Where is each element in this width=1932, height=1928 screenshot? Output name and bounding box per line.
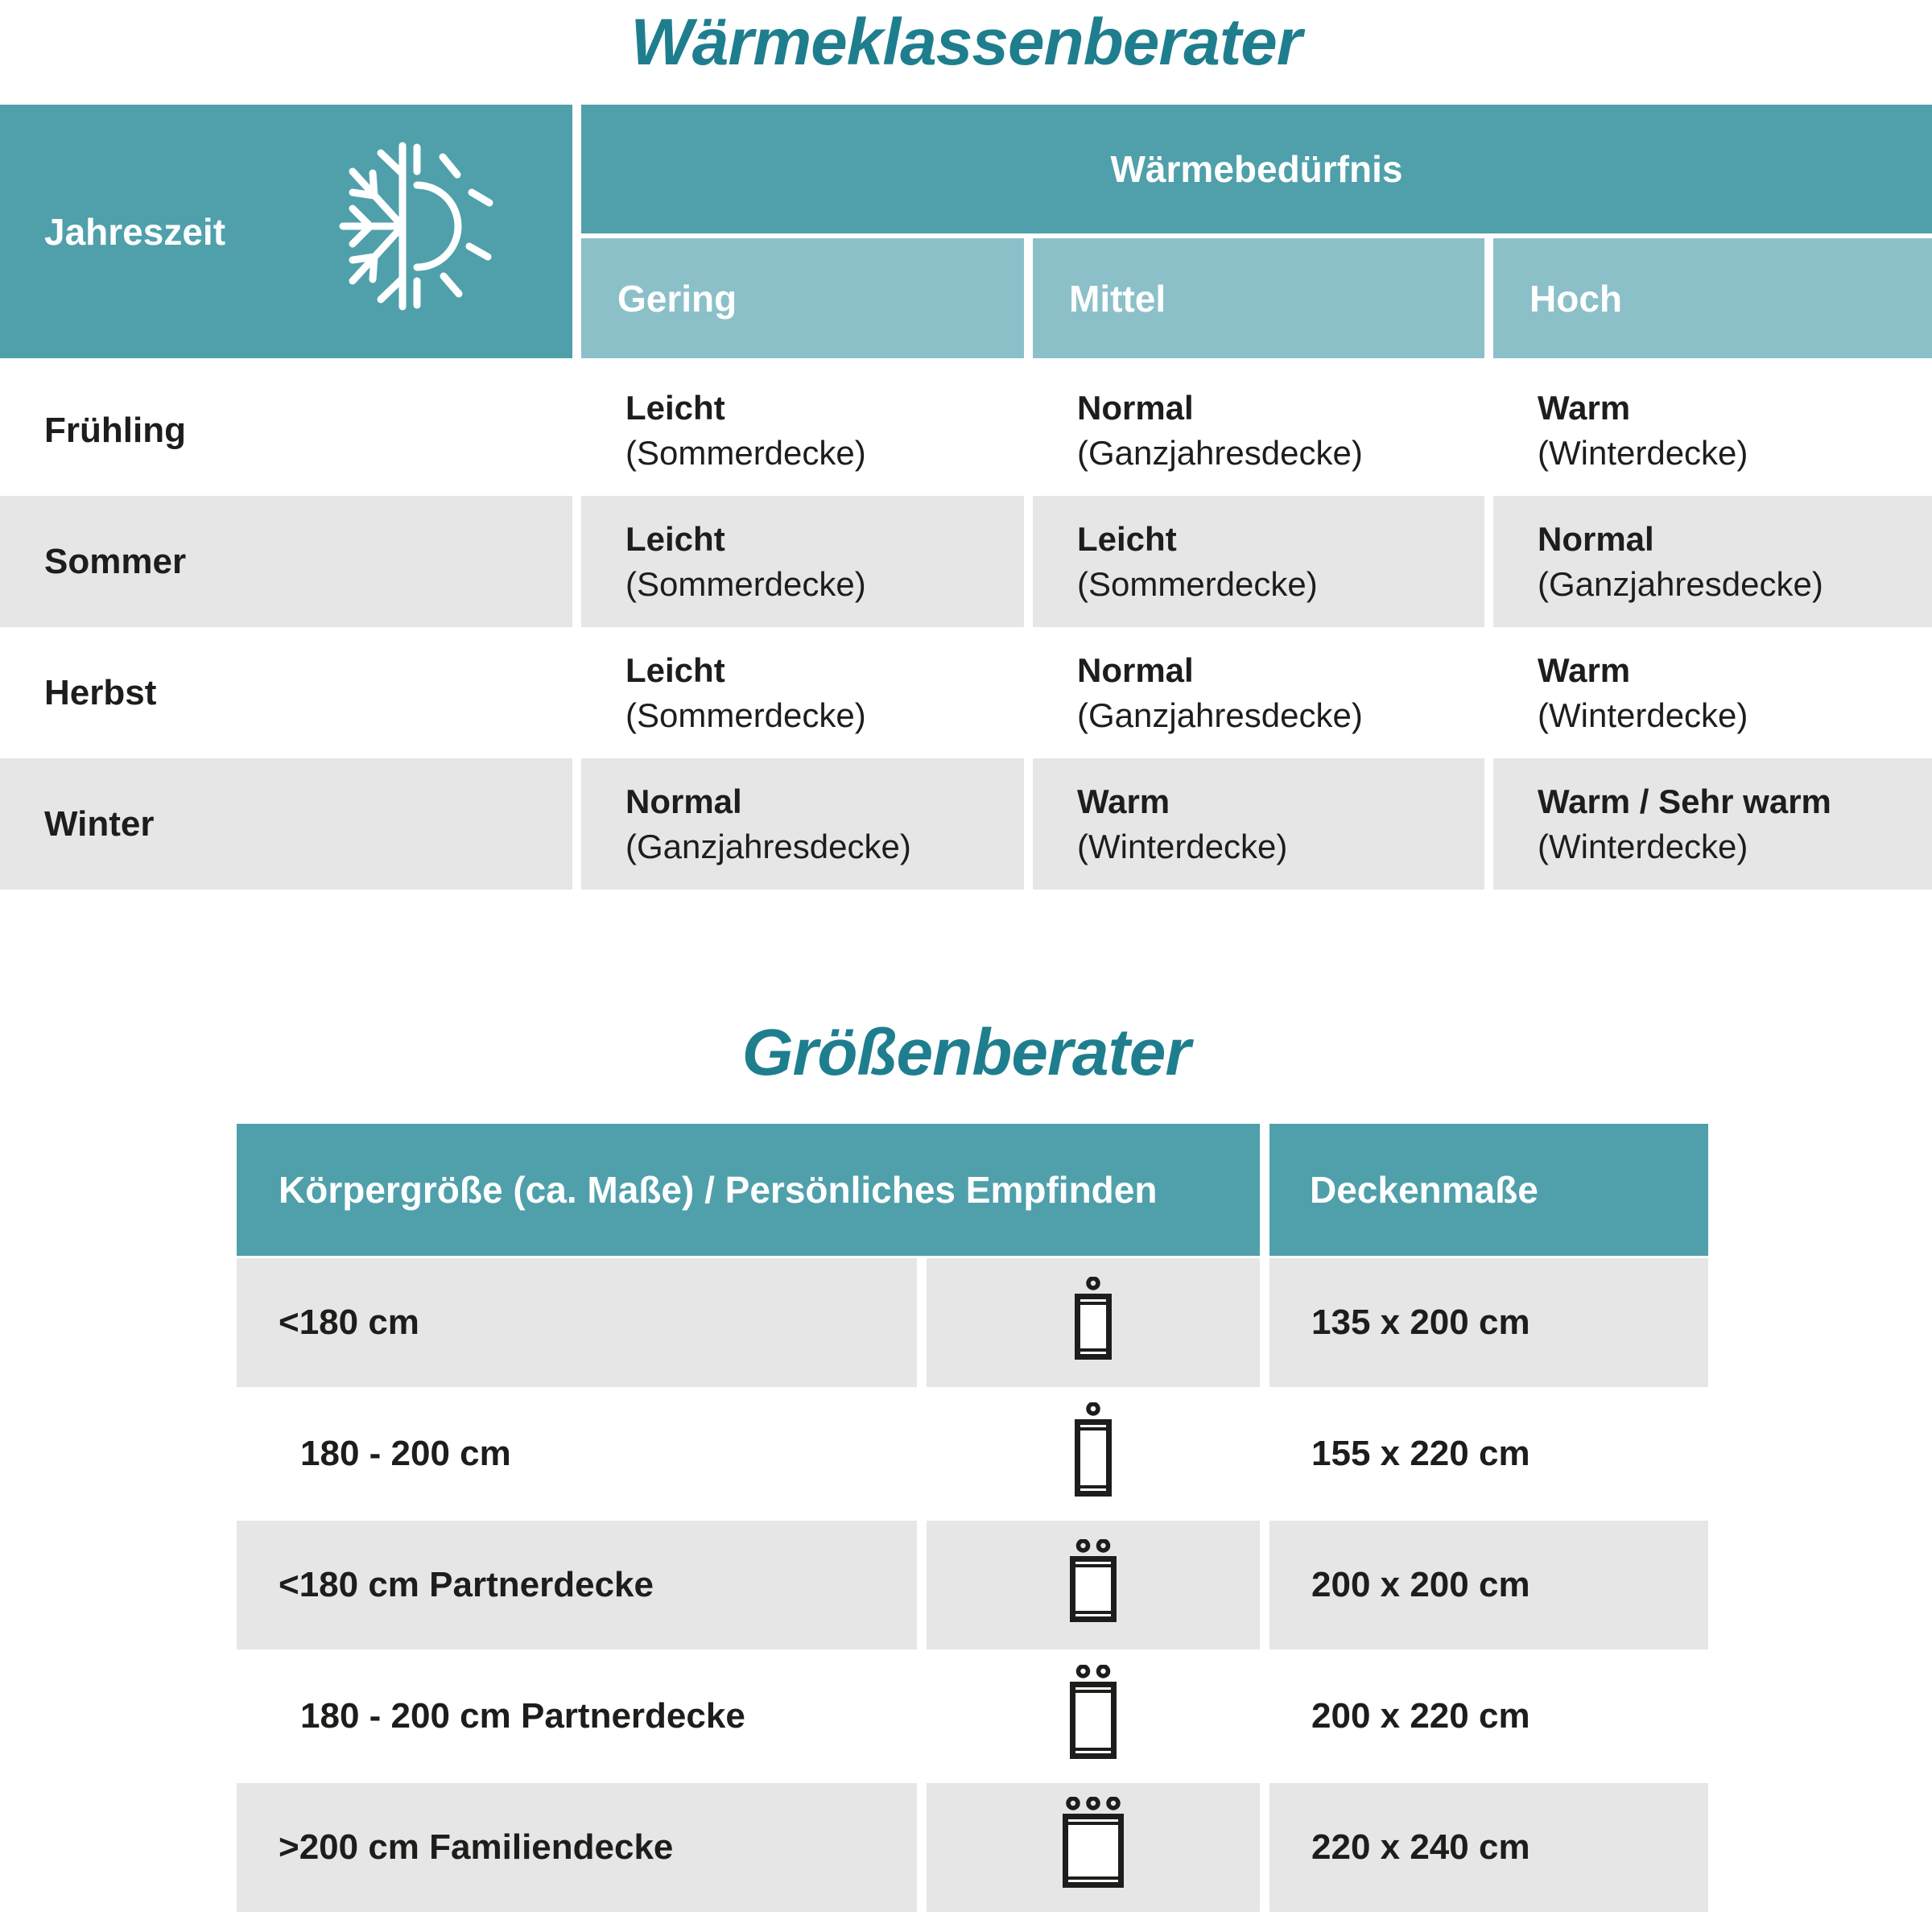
- size-table: [237, 1124, 1709, 1912]
- column-header-mittel: Mittel: [1033, 238, 1484, 358]
- warmth-cell: Warm (Winterdecke): [1493, 627, 1932, 758]
- size-row-label: <180 cm Partnerdecke: [237, 1521, 917, 1649]
- person-under-blanket-icon: [1064, 1665, 1122, 1768]
- blanket-size: 135 x 200 cm: [1269, 1258, 1708, 1387]
- size-row-label: 180 - 200 cm Partnerdecke: [237, 1652, 917, 1781]
- warmth-cell: Leicht (Sommerdecke): [1033, 496, 1484, 627]
- person-under-blanket-icon: [1057, 1797, 1129, 1898]
- size-header-right-cell: Deckenmaße: [1269, 1124, 1708, 1256]
- season-label: Winter: [0, 758, 572, 890]
- blanket-size: 200 x 200 cm: [1269, 1521, 1708, 1649]
- warmth-corner-header-cell: [0, 105, 572, 358]
- person-under-blanket-icon: [1064, 1539, 1122, 1631]
- season-label: Herbst: [0, 627, 572, 758]
- warmth-table: [0, 105, 1932, 890]
- person-under-blanket-icon: [1069, 1402, 1117, 1505]
- warmth-cell: Leicht (Sommerdecke): [581, 365, 1024, 496]
- warmth-cell: Leicht (Sommerdecke): [581, 496, 1024, 627]
- size-header-left-cell: Körpergröße (ca. Maße) / Persönliches Empfinden: [237, 1124, 1260, 1256]
- snowflake-sun-icon: [338, 141, 499, 312]
- warmth-group-header-cell: [581, 105, 1932, 233]
- warmth-cell: Normal (Ganzjahresdecke): [1033, 627, 1484, 758]
- person-under-blanket-icon: [1069, 1277, 1117, 1369]
- warmth-cell: Warm / Sehr warm (Winterdecke): [1493, 758, 1932, 890]
- warmth-cell: Leicht (Sommerdecke): [581, 627, 1024, 758]
- warmth-cell: Normal (Ganzjahresdecke): [1033, 365, 1484, 496]
- size-table-title: Größenberater: [741, 1016, 1191, 1089]
- column-header-hoch: Hoch: [1493, 238, 1932, 358]
- size-row-icon-cell: [927, 1389, 1260, 1518]
- blanket-size: 220 x 240 cm: [1269, 1783, 1708, 1912]
- size-row-label: 180 - 200 cm: [237, 1389, 917, 1518]
- column-header-gering: Gering: [581, 238, 1024, 358]
- size-row-icon-cell: [927, 1783, 1260, 1912]
- size-row-label: <180 cm: [237, 1258, 917, 1387]
- warmth-cell: Normal (Ganzjahresdecke): [581, 758, 1024, 890]
- size-row-icon-cell: [927, 1258, 1260, 1387]
- corner-header-label: Jahreszeit: [44, 210, 226, 253]
- season-label: Sommer: [0, 496, 572, 627]
- warmth-cell: Warm (Winterdecke): [1033, 758, 1484, 890]
- size-row-icon-cell: [927, 1521, 1260, 1649]
- warmth-cell: Warm (Winterdecke): [1493, 365, 1932, 496]
- size-row-label: >200 cm Familiendecke: [237, 1783, 917, 1912]
- warmth-table-title: Wärmeklassenberater: [630, 6, 1302, 79]
- blanket-size: 155 x 220 cm: [1269, 1389, 1708, 1518]
- season-label: Frühling: [0, 365, 572, 496]
- warmth-cell: Normal (Ganzjahresdecke): [1493, 496, 1932, 627]
- group-header-label: Wärmebedürfnis: [1110, 148, 1403, 190]
- size-row-icon-cell: [927, 1652, 1260, 1781]
- blanket-size: 200 x 220 cm: [1269, 1652, 1708, 1781]
